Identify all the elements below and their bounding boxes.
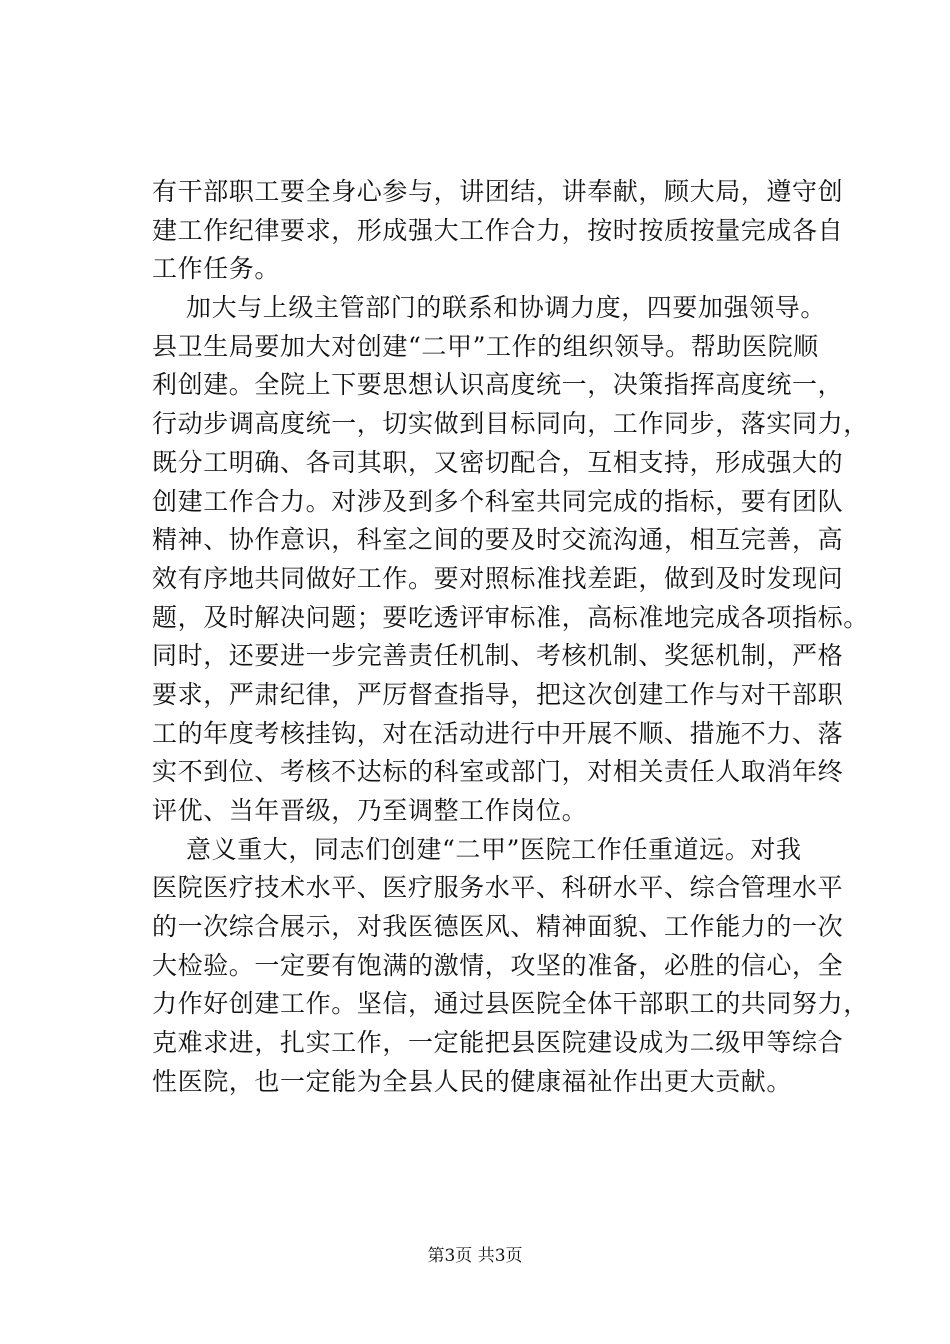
text-line: 评优、当年晋级，乃至调整工作岗位。 <box>152 796 588 825</box>
text-line: 的一次综合展示，对我医德医风、精神面貌、工作能力的一次 <box>152 912 844 942</box>
text-line: 行动步调高度统一，切实做到目标同向，工作同步，落实同力， <box>152 409 869 439</box>
paragraph-start-line: 意义重大，同志们创建“二甲”医院工作任重道远。对我 <box>186 834 802 864</box>
text-line: 工作任务。 <box>152 254 281 284</box>
paragraph-start-line: 加大与上级主管部门的联系和协调力度，四要加强领导。 <box>186 293 827 323</box>
document-body <box>152 173 869 1102</box>
text-line: 创建工作合力。对涉及到多个科室共同完成的指标，要有团队 <box>152 486 844 516</box>
page-number-footer: 第3页 共3页 <box>427 1246 523 1266</box>
text-line: 既分工明确、各司其职，又密切配合，互相支持，形成强大的 <box>152 447 844 477</box>
text-line: 利创建。全院上下要思想认识高度统一，决策指挥高度统一， <box>152 370 844 400</box>
text-line: 精神、协作意识，科室之间的要及时交流沟通，相互完善，高 <box>152 525 844 555</box>
text-line: 力作好创建工作。坚信，通过县医院全体干部职工的共同努力， <box>152 989 869 1019</box>
text-line: 有干部职工要全身心参与，讲团结，讲奉献，顾大局，遵守创 <box>152 177 844 206</box>
text-line: 实不到位、考核不达标的科室或部门，对相关责任人取消年终 <box>152 757 844 787</box>
text-line: 工的年度考核挂钩，对在活动进行中开展不顺、措施不力、落 <box>152 718 844 748</box>
text-line: 性医院，也一定能为全县人民的健康福祉作出更大贡献。 <box>152 1066 793 1096</box>
text-line: 建工作纪律要求，形成强大工作合力，按时按质按量完成各自 <box>152 215 844 245</box>
text-line: 同时，还要进一步完善责任机制、考核机制、奖惩机制，严格 <box>152 641 844 671</box>
text-line: 效有序地共同做好工作。要对照标准找差距，做到及时发现问 <box>152 563 844 593</box>
text-line: 大检验。一定要有饱满的激情，攻坚的准备，必胜的信心，全 <box>152 950 844 980</box>
text-line: 要求，严肃纪律，严厉督查指导，把这次创建工作与对干部职 <box>152 679 844 709</box>
text-line: 医院医疗技术水平、医疗服务水平、科研水平、综合管理水平 <box>152 873 844 903</box>
text-line: 县卫生局要加大对创建“二甲”工作的组织领导。帮助医院顺 <box>152 331 819 361</box>
text-line: 题，及时解决问题；要吃透评审标准，高标准地完成各项指标。 <box>152 602 869 632</box>
text-line: 克难求进，扎实工作，一定能把县医院建设成为二级甲等综合 <box>152 1028 844 1058</box>
